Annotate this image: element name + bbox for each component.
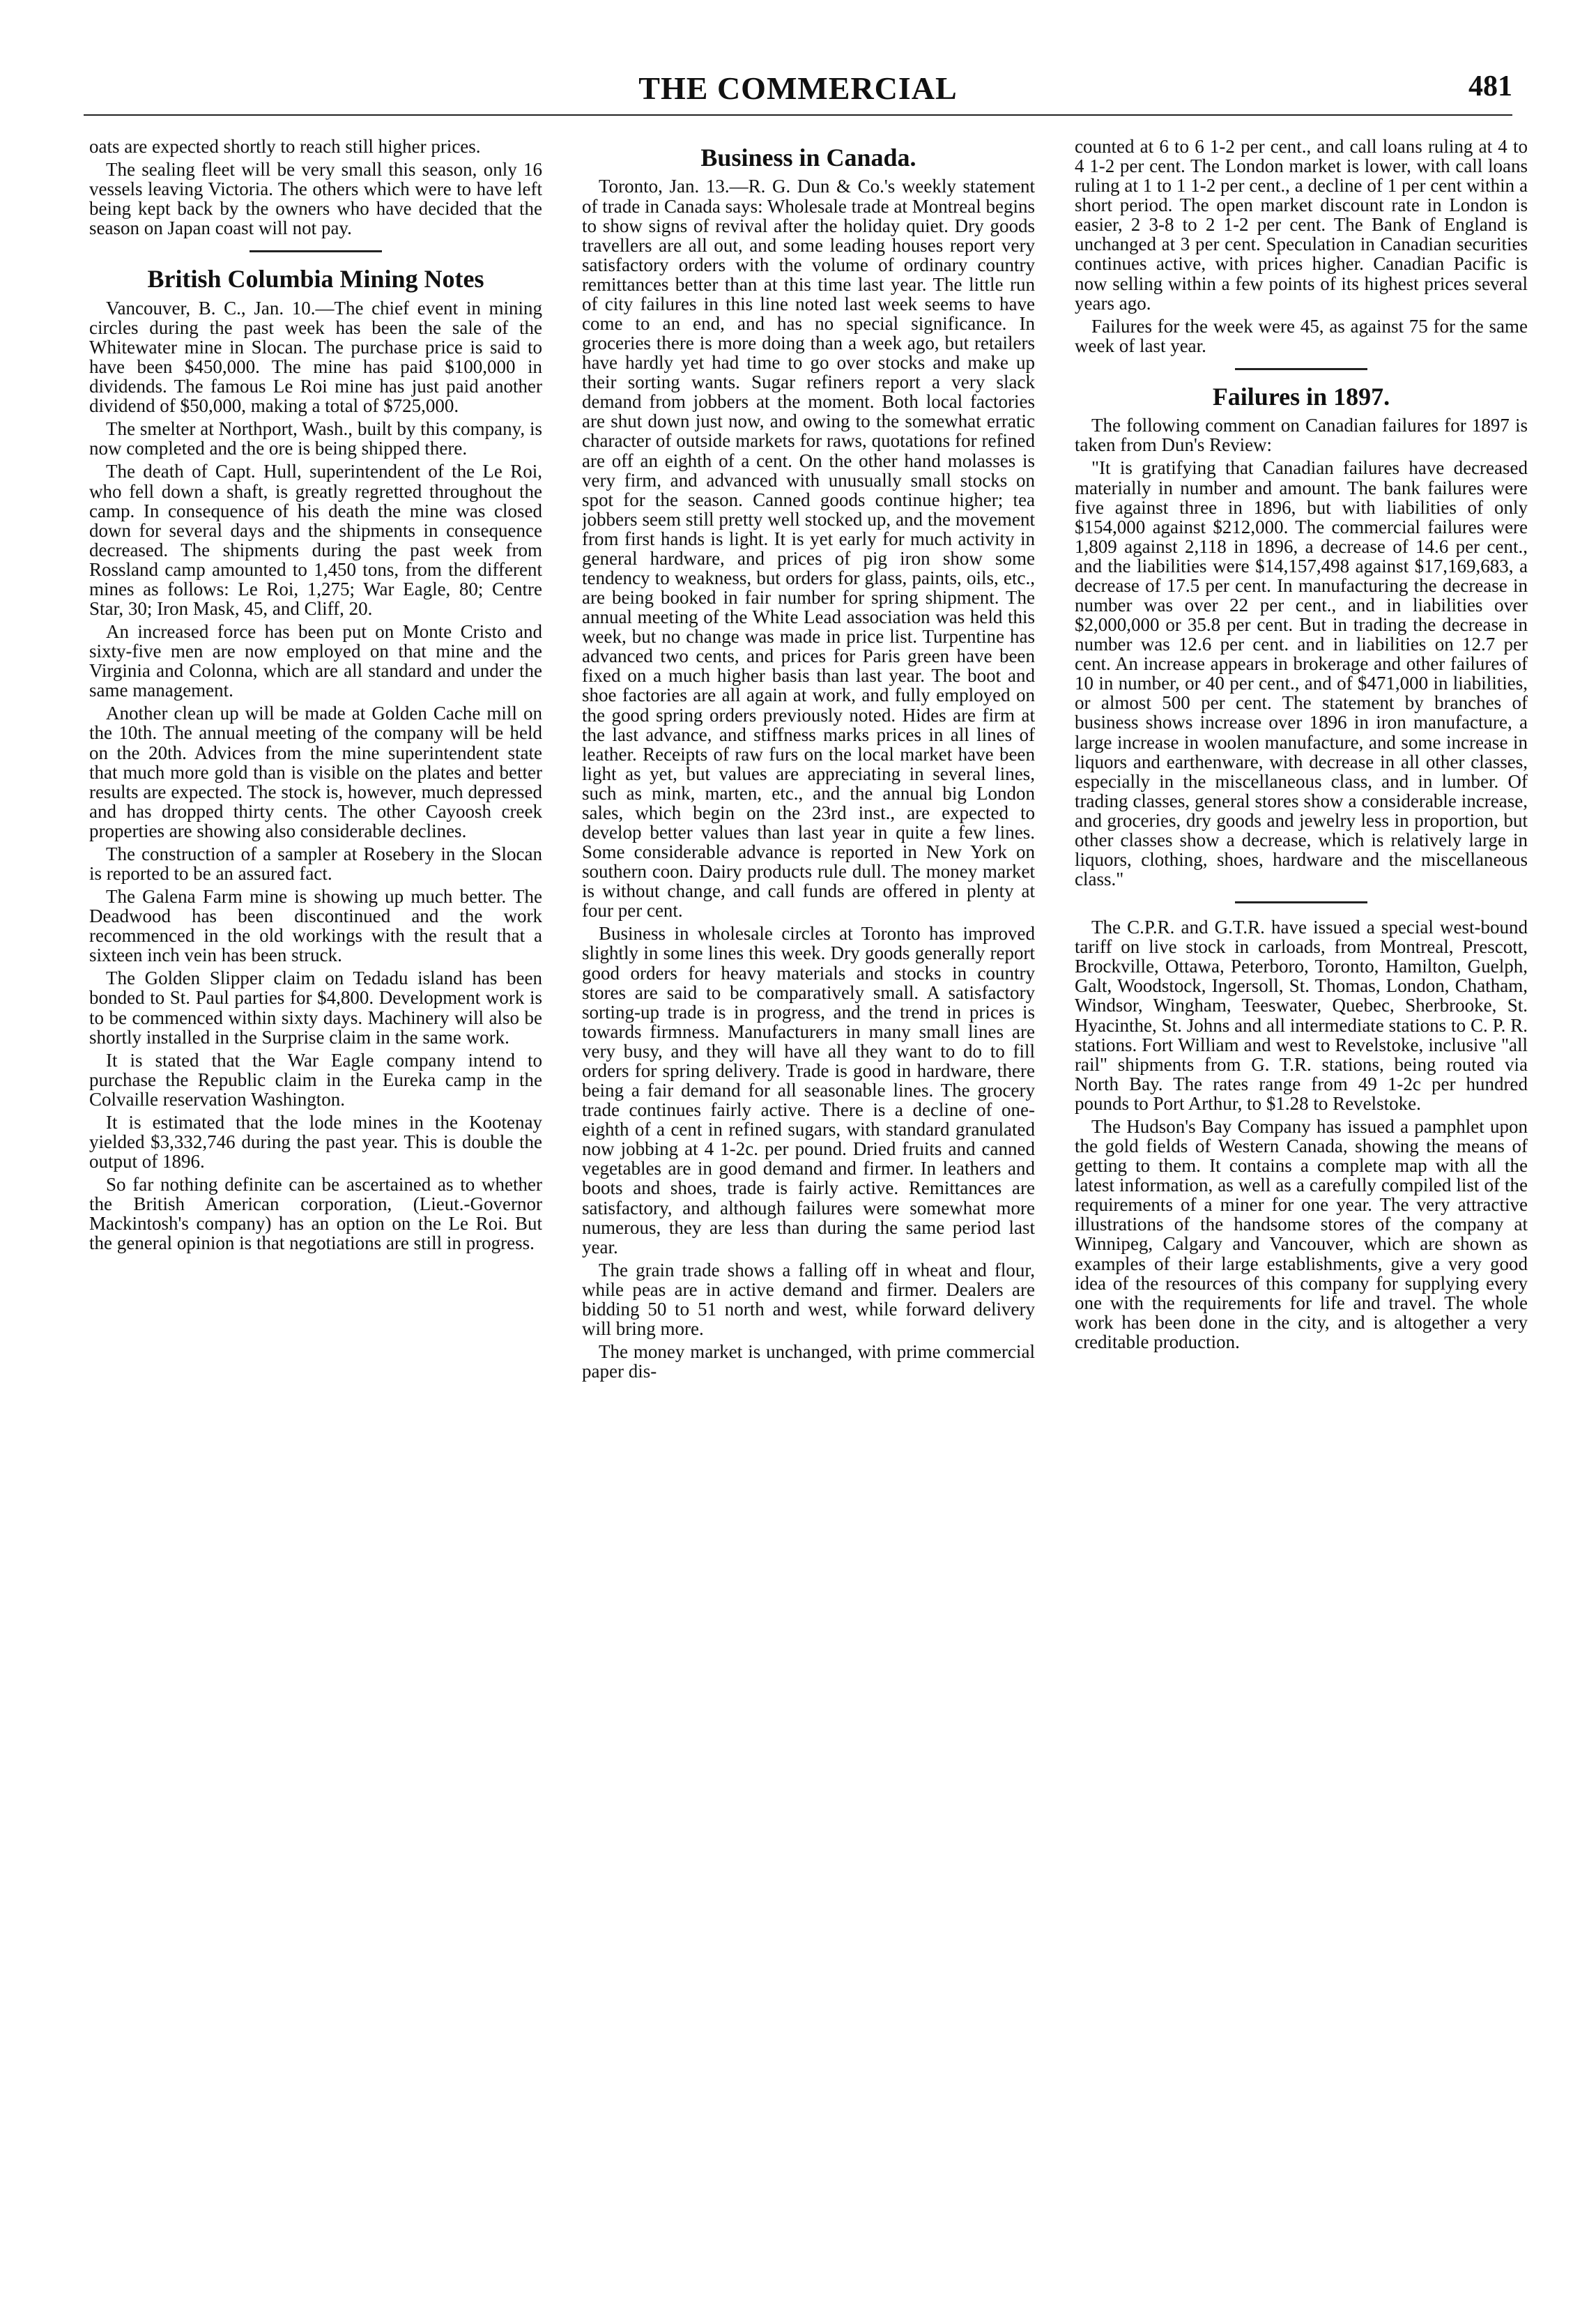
section-divider [1235, 368, 1367, 370]
article-paragraph: The Galena Farm mine is showing up much better. The Deadwood has been discontinued and the work recommenced in the old workings with the result that a sixteen inch vein has been struck. [89, 886, 542, 966]
article-paragraph: Another clean up will be made at Golden Cache mill on the 10th. The annual meeting of the company will be held on the 20th. Advices from the mine superintendent state that much more gold than is visible on the plates and better results are expected. The stock is, however, much depressed and has dropped thirty cents. The other Cayoosh creek properties are showing also considerable declines. [89, 703, 542, 841]
article-paragraph: The following comment on Canadian failures for 1897 is taken from Dun's Review: [1075, 415, 1528, 456]
section-divider [1235, 901, 1367, 903]
article-paragraph: The death of Capt. Hull, superintendent of the Le Roi, who fell down a shaft, is greatly regretted throughout the camp. In consequence of his death the mine was closed down for several days and the shipments in consequence decreased. The shipments during the past week from Rossland camp amounted to 1,450 tons, from the different mines as follows: Le Roi, 1,275; War Eagle, 80; Centre Star, 30; Iron Mask, 45, and Cliff, 20. [89, 461, 542, 619]
article-paragraph: Failures for the week were 45, as against 75 for the same week of last year. [1075, 315, 1528, 356]
article-paragraph: Business in wholesale circles at Toronto has improved slightly in some lines this week. Dry goods generally report good orders for heavy materials and stocks in country stores are said to be comparatively small. A satisfactory sorting-up trade is in progress, and the trend in prices is towards firmness. Manufacturers in many small lines are very busy, and they will have all they want to do to fill orders for spring delivery. Trade is good in hardware, there being a fair demand for all seasonable lines. The grocery trade continues fairly active. There is a decline of one-eighth of a cent in refined sugars, with standard granulated now jobbing at 4 1-2c. per pound. Dried fruits and canned vegetables are in good demand and firmer. In leathers and boots and shoes, trade is fairly active. Remittances are satisfactory, and although failures were somewhat more numerous, they are less than during the same period last year. [582, 923, 1035, 1258]
article-paragraph: Vancouver, B. C., Jan. 10.—The chief event in mining circles during the past week has been the sale of the Whitewater mine in Slocan. The purchase price is said to have been $450,000. The mine has paid $100,000 in dividends. The famous Le Roi mine has just paid another dividend of $50,000, making a total of $725,000. [89, 297, 542, 417]
column-right [1075, 137, 1528, 2284]
running-head [84, 70, 1512, 116]
section-divider [250, 250, 382, 252]
quoted-review-paragraph: "It is gratifying that Canadian failures have decreased materially in number and amount. The bank failures were five against three in 1896, but with liabilities of only $154,000 against $212,000. The commercial failures were 1,809 against 2,118 in 1896, a decrease of 14.6 per cent., and the liabilities were $14,157,498 against $17,169,683, a decrease of 17.5 per cent. In manufacturing the decrease in number was over 22 per cent., and in liabilities over $2,000,000 or 35.8 per cent. But in trading the decrease in number was 12.6 per cent. and in liabilities on 12.7 per cent. An increase appears in brokerage and other failures of 10 in number, or 40 per cent., and of $471,000 in liabilities, or almost 500 per cent. The statement by branches of business shows increase over 1896 in iron manufacture, a large increase in woolen manufacture, and some increase in liquors and earthenware, with decrease in all other classes, especially in the miscellaneous class, and in lumber. Of trading classes, general stores show a considerable increase, and groceries, dry goods and jewelry less in proportion, but other classes show a decrease, which is relatively large in liquors, clothing, shoes, hardware and the miscellaneous class." [1075, 457, 1528, 890]
notice-paragraph: The C.P.R. and G.T.R. have issued a special west-bound tariff on live stock in carloads, from Montreal, Prescott, Brockville, Ottawa, Peterboro, Toronto, Hamilton, Guelph, Galt, Woodstock, Ingersoll, St. Thomas, London, Chatham, Windsor, Wingham, Teeswater, Quebec, Sherbrooke, St. Hyacinthe, St. Johns and all intermediate stations to C. P. R. stations. Fort William and west to Revelstoke, inclusive "all rail" shipments from G. T.R. stations, being routed via North Bay. The rates range from 49 1-2c per hundred pounds to Port Arthur, to $1.28 to Revelstoke. [1075, 917, 1528, 1114]
article-paragraph: Toronto, Jan. 13.—R. G. Dun & Co.'s weekly statement of trade in Canada says: Wholesale trade at Montreal begins to show signs of revival after the holiday quiet. Dry goods travellers are all out, and some leading houses report very satisfactory orders with the volume of ordinary country remittances better than at this time last year. The little run of city failures in this line noted last week seems to have come to an end, and has no special significance. In groceries there is more doing than a week ago, but retailers have hardly yet had time to go over stocks and make up their sorting wants. Sugar refiners report a very slack demand from jobbers at the moment. Both local factories are shut down just now, and owing to the somewhat erratic character of outside markets for raws, quotations for refined are off an eighth of a cent. On the other hand molasses is very firm, and advanced with unusually small stocks on spot for the season. Canned goods continue higher; tea jobbers seem still pretty well stocked up, and the movement from first hands is light. It is yet early for much activity in general hardware, and prices of pig iron show some tendency to weakness, but orders for glass, paints, oils, etc., are being booked in fair number for spring shipment. The annual meeting of the White Lead association was held this week, but no change was made in price list. Turpentine has advanced two cents, and prices for Paris green have been fixed on a much higher basis than last year. The boot and shoe factories are all again at work, and fully employed on the good spring orders previously noted. Hides are firm at the last advance, and stiffness marks prices in all lines of leather. Receipts of raw furs on the local market have been light as yet, but values are appreciating in several lines, such as mink, marten, etc., and the annual big London sales, which begin on the 23rd inst., are expected to develop better values than last year in quite a few lines. Some considerable advance is reported in New York on southern coon. Dairy products rule dull. The money market is without change, and call funds are offered in plenty at four per cent. [582, 176, 1035, 922]
notice-paragraph: The Hudson's Bay Company has issued a pamphlet upon the gold fields of Western Canada, showing the means of getting to them. It contains a complete map with all the latest information, as well as a carefully compiled list of the requirements of a miner for one year. The very attractive illustrations of the handsome stores of the company at Winnipeg, Calgary and Vancouver, which are shown as examples of their large establishments, give a very good idea of the resources of this company for supplying every one with the requirements for life and travel. The whole work has been done in the city, and is altogether a very creditable production. [1075, 1115, 1528, 1352]
article-paragraph: The grain trade shows a falling off in wheat and flour, while peas are in active demand and firmer. Dealers are bidding 50 to 51 north and west, while forward delivery will bring more. [582, 1259, 1035, 1339]
article-paragraph: An increased force has been put on Monte Cristo and sixty-five men are now employed on that mine and the Virginia and Colonna, which are all standard and under the same management. [89, 621, 542, 701]
journal-title: THE COMMERCIAL [638, 70, 958, 106]
article-paragraph: oats are expected shortly to reach still higher prices. [89, 137, 481, 157]
article-paragraph: The sealing fleet will be very small this season, only 16 vessels leaving Victoria. The others which were to have left being kept back by the owners who have decided that the season on Japan coast will not pay. [89, 159, 542, 239]
page-number: 481 [1468, 70, 1512, 102]
headline-business-in-canada: Business in Canada. [700, 144, 916, 171]
article-paragraph: The money market is unchanged, with prime commercial paper dis- [582, 1341, 1035, 1382]
headline-failures-1897: Failures in 1897. [1212, 382, 1390, 411]
column-left [89, 137, 542, 2284]
column-middle [582, 137, 1035, 2284]
article-paragraph: The construction of a sampler at Rosebery in the Slocan is reported to be an assured fact. [89, 843, 542, 885]
article-paragraph: The Golden Slipper claim on Tedadu island has been bonded to St. Paul parties for $4,800. Development work is to be commenced within sixty days. Machinery will also be shortly installed in the Surprise claim in the same work. [89, 968, 542, 1048]
article-paragraph: counted at 6 to 6 1-2 per cent., and call loans ruling at 4 to 4 1-2 per cent. The London market is lower, with call loans ruling at 1 to 1 1-2 per cent., a decline of 1 per cent within a short period. The open market discount rate in London is easier, 2 3-8 to 2 1-2 per cent. The Bank of England is unchanged at 3 per cent. Speculation in Canadian securities continues active, with prices higher. Canadian Pacific is now selling within a few points of its highest prices several years ago. [1075, 137, 1528, 314]
article-paragraph: It is estimated that the lode mines in the Kootenay yielded $3,332,746 during the past year. This is double the output of 1896. [89, 1111, 542, 1172]
headline-mining-notes: British Columbia Mining Notes [147, 265, 484, 293]
article-paragraph: So far nothing definite can be ascertained as to whether the British American corporation, (Lieut.-Governor Mackintosh's company) has an option on the Le Roi. But the general opinion is that negotiations are still in progress. [89, 1174, 542, 1254]
article-paragraph: The smelter at Northport, Wash., built by this company, is now completed and the ore is being shipped there. [89, 418, 542, 459]
article-paragraph: It is stated that the War Eagle company intend to purchase the Republic claim in the Eureka camp in the Colvaille reservation Washington. [89, 1049, 542, 1110]
